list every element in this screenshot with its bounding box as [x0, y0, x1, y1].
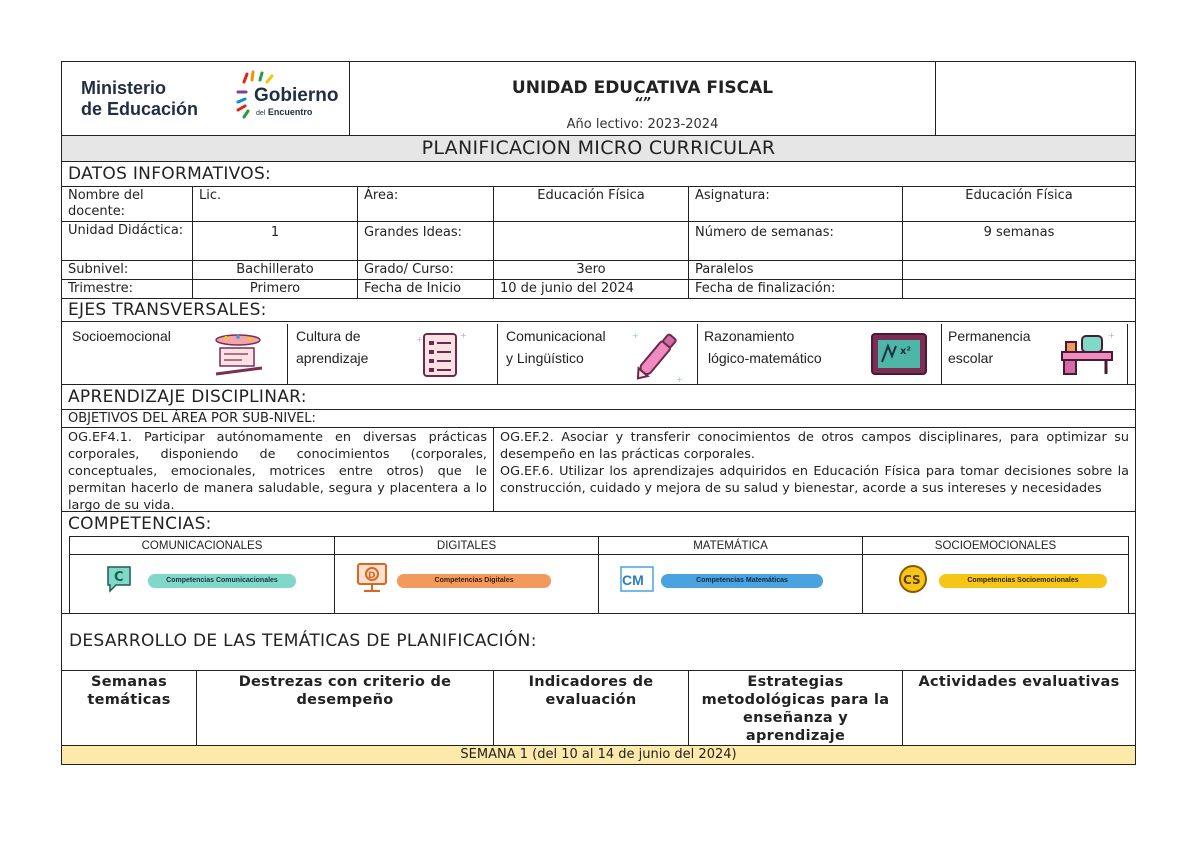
competencia-digital: [335, 537, 599, 613]
paralelos-label: Paralelos: [688, 260, 903, 280]
eje-label-line2: aprendizaje: [296, 350, 369, 366]
competencia-comunicacional: [70, 537, 335, 613]
grandes-ideas-value: [493, 221, 689, 261]
svg-text:+: +: [676, 375, 683, 384]
gobierno-logo: [236, 70, 339, 126]
competencia-header: SOCIOEMOCIONALES: [863, 537, 1128, 555]
section-aprendizaje-title: APRENDIZAJE DISCIPLINAR:: [61, 384, 1136, 410]
svg-text:D: D: [368, 571, 376, 581]
ministry-logo-text: [81, 78, 198, 120]
document-list-icon: [410, 328, 470, 380]
competencia-matematica: [599, 537, 863, 613]
school-desk-icon: [1060, 328, 1120, 378]
col-destrezas-header: Destrezas con criterio de desempeño: [196, 670, 494, 746]
competencia-pill: Competencias Comunicacionales: [148, 574, 296, 588]
area-value: Educación Física: [493, 186, 689, 222]
objetivo-right-1: OG.EF.2. Asociar y transferir conocimientos de otros campos disciplinares, para optimizar su desempeño en las prácticas corporales.: [500, 430, 1129, 462]
svg-text:+: +: [632, 331, 639, 340]
docente-value: Lic.: [192, 186, 358, 222]
col-indicadores-header: Indicadores de evaluación: [493, 670, 689, 746]
objetivo-right-2: OG.EF.6. Utilizar los aprendizajes adquiridos en Educación Física para tomar decisiones sobre la construcción, cuidado y mejora de su salud y bienestar, acorde a sus intereses y necesidades: [500, 464, 1129, 496]
competencia-pill: Competencias Socioemocionales: [939, 574, 1107, 588]
trimestre-label: Trimestre:: [61, 279, 193, 299]
competencia-header: COMUNICACIONALES: [70, 537, 334, 555]
section-desarrollo-title: DESARROLLO DE LAS TEMÁTICAS DE PLANIFICACIÓN:: [69, 631, 537, 651]
svg-text:x²: x²: [900, 346, 911, 357]
ministry-line-2: de Educación: [81, 99, 199, 119]
subnivel-value: Bachillerato: [192, 260, 358, 280]
week-1-row: SEMANA 1 (del 10 al 14 de junio del 2024): [61, 745, 1136, 765]
eje-label-line1: Cultura de: [296, 328, 361, 344]
gobierno-encuentro-text: Encuentro: [267, 107, 313, 117]
eje-socioemocional: [68, 324, 288, 384]
section-competencias-title: COMPETENCIAS:: [68, 514, 212, 534]
section-datos-title: DATOS INFORMATIVOS:: [61, 161, 1136, 187]
gobierno-main-text: Gobierno: [254, 85, 339, 106]
competencia-socioemocional: [863, 537, 1128, 613]
ministry-line-1: Ministerio: [81, 78, 167, 98]
competencia-header: DIGITALES: [335, 537, 598, 555]
grado-value: 3ero: [493, 260, 689, 280]
fecha-fin-value: [902, 279, 1136, 299]
eje-comunicacional: [498, 324, 698, 384]
grandes-ideas-label: Grandes Ideas:: [357, 221, 494, 261]
competencias-block: [61, 511, 1136, 614]
trimestre-value: Primero: [192, 279, 358, 299]
eje-cultura-aprendizaje: [288, 324, 498, 384]
school-year: Año lectivo: 2023-2024: [566, 117, 719, 132]
plan-title: PLANIFICACION MICRO CURRICULAR: [61, 135, 1136, 162]
desarrollo-title-cell: [61, 613, 1136, 671]
competencias-table: [69, 536, 1129, 614]
section-ejes-title: EJES TRANSVERSALES:: [61, 298, 1136, 322]
col-semanas-header: Semanas temáticas: [61, 670, 197, 746]
gobierno-del-text: del: [256, 110, 266, 117]
eje-permanencia: [942, 324, 1128, 384]
eje-label-line2: lógico-matemático: [708, 350, 822, 366]
eje-label-line2: escolar: [948, 350, 994, 366]
math-board-icon: [870, 332, 930, 378]
svg-text:+: +: [416, 335, 423, 344]
area-label: Área:: [357, 186, 494, 222]
gobierno-sub-text: [256, 107, 312, 119]
eje-label-line1: Permanencia: [948, 328, 1031, 344]
eje-label-line1: Comunicacional: [506, 328, 606, 344]
school-quote: “”: [634, 96, 651, 111]
ejes-row: [61, 321, 1136, 385]
competencia-pill: Competencias Digitales: [397, 574, 551, 588]
unidad-label: Unidad Didáctica:: [61, 221, 193, 261]
eje-label-line1: Socioemocional: [72, 328, 171, 344]
header-logos-cell: [61, 61, 350, 136]
unidad-value: 1: [192, 221, 358, 261]
svg-text:CS: CS: [903, 573, 921, 587]
asignatura-label: Asignatura:: [688, 186, 903, 222]
comunicacional-badge-icon: [104, 563, 134, 593]
svg-text:C: C: [114, 570, 124, 585]
digital-monitor-icon: [355, 561, 389, 595]
svg-text:+: +: [460, 331, 467, 340]
eje-razonamiento: [698, 324, 942, 384]
paralelos-value: [902, 260, 1136, 280]
semanas-label: Número de semanas:: [688, 221, 903, 261]
docente-label: Nombre del docente:: [61, 186, 193, 222]
eje-label-line1: Razonamiento: [704, 328, 795, 344]
grado-label: Grado/ Curso:: [357, 260, 494, 280]
matematica-badge-icon: [619, 565, 655, 593]
socioemocional-badge-icon: [897, 563, 929, 595]
fecha-fin-label: Fecha de finalización:: [688, 279, 903, 299]
subnivel-label: Subnivel:: [61, 260, 193, 280]
objetivos-label: OBJETIVOS DEL ÁREA POR SUB-NIVEL:: [61, 409, 1136, 428]
objetivo-right: [493, 427, 1136, 512]
competencia-header: MATEMÁTICA: [599, 537, 862, 555]
socioemocional-icon: [208, 330, 268, 378]
eje-label-line2: y Lingüístico: [506, 350, 584, 366]
fecha-inicio-label: Fecha de Inicio: [357, 279, 494, 299]
svg-text:+: +: [1108, 331, 1115, 340]
semanas-value: 9 semanas: [902, 221, 1136, 261]
school-name: UNIDAD EDUCATIVA FISCAL: [511, 78, 774, 98]
competencia-pill: Competencias Matemáticas: [661, 574, 823, 588]
header-school-cell: [349, 61, 936, 136]
col-estrategias-header: Estrategias metodológicas para la enseñanza y aprendizaje: [688, 670, 903, 746]
fecha-inicio-value: 10 de junio del 2024: [493, 279, 689, 299]
svg-text:CM: CM: [622, 572, 644, 588]
pen-icon: [628, 326, 688, 384]
col-actividades-header: Actividades evaluativas: [902, 670, 1136, 746]
objetivo-left: OG.EF4.1. Participar autónomamente en diversas prácticas corporales, disponiendo de conocimientos (corporales, conceptuales, emocionales, motrices entre otros) que le permitan hacerlo de manera saludable, segura y placentera a lo largo de su vida.: [61, 427, 494, 512]
asignatura-value: Educación Física: [902, 186, 1136, 222]
header-empty-cell: [935, 61, 1136, 136]
